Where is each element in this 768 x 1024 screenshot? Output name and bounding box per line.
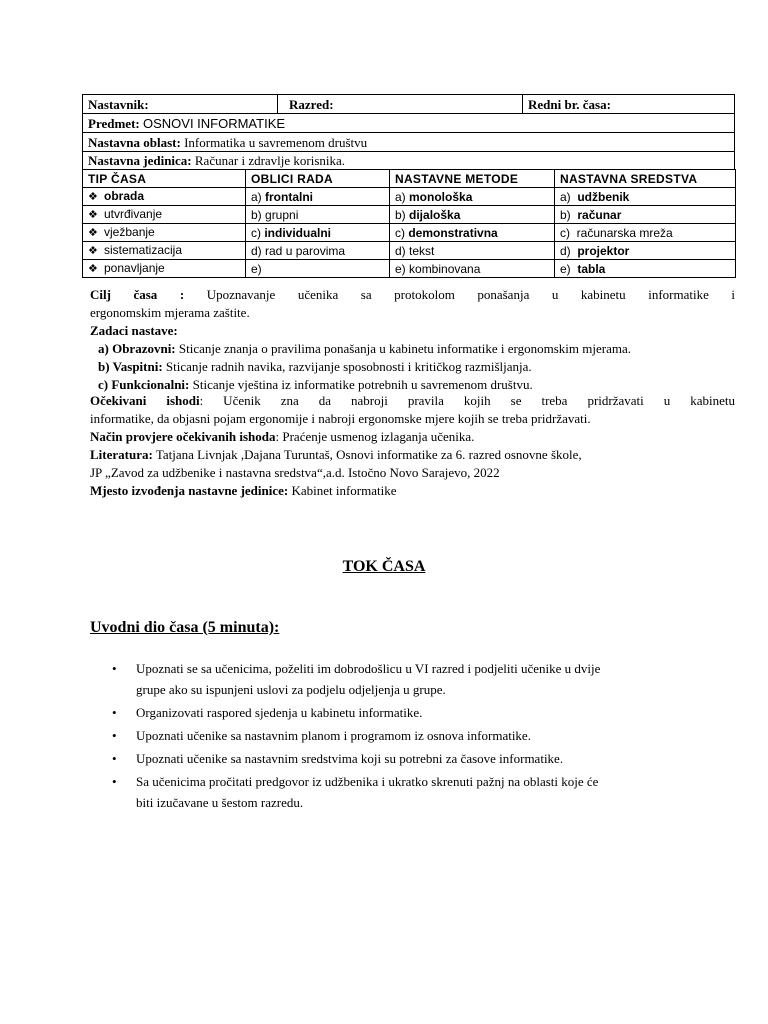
diamond-bullet-icon: ❖	[88, 209, 98, 221]
form-cell: e)	[246, 260, 390, 278]
teacher-label: Nastavnik:	[83, 95, 278, 113]
area-label: Nastavna oblast:	[88, 135, 181, 150]
expected-outcomes	[90, 392, 735, 428]
literature-text: Tatjana Livnjak ,Dajana Turuntaš, Osnovi informatike za 6. razred osnovne škole,	[155, 447, 582, 462]
header-row-area	[82, 132, 735, 152]
diamond-bullet-icon: ❖	[88, 245, 98, 257]
list-item: • Upoznati učenike sa nastavnim sredstvima koji su potrebni za časove informatike.	[112, 748, 712, 769]
outcome-check	[90, 428, 735, 446]
location-text: Kabinet informatike	[291, 483, 397, 498]
check-label: Način provjere očekivanih ishoda	[90, 429, 276, 444]
table-header-row	[83, 170, 736, 188]
intro-section-heading: Uvodni dio časa (5 minuta):	[90, 619, 280, 636]
task-c-label: c) Funkcionalni:	[98, 377, 190, 392]
method-cell: e) kombinovana	[390, 260, 555, 278]
table-row	[83, 260, 736, 278]
form-cell: a) frontalni	[246, 188, 390, 206]
type-cell: ❖ utvrđivanje	[83, 206, 246, 224]
method-cell: d) tekst	[390, 242, 555, 260]
lesson-goal	[90, 286, 735, 322]
goal-text-cont: ergonomskim mjerama zaštite.	[90, 305, 250, 320]
diamond-bullet-icon: ❖	[88, 227, 98, 239]
column-header-forms: OBLICI RADA	[246, 170, 390, 188]
diamond-bullet-icon: ❖	[88, 263, 98, 275]
list-item: • Organizovati raspored sjedenja u kabinetu informatike.	[112, 702, 712, 723]
grade-label: Razred:	[278, 95, 523, 113]
goal-label: Cilj časa :	[90, 287, 185, 302]
column-header-methods: NASTAVNE METODE	[390, 170, 555, 188]
resource-cell: c) računarska mreža	[555, 224, 736, 242]
subject-label: Predmet:	[88, 116, 140, 131]
task-a-label: a) Obrazovni:	[98, 341, 176, 356]
literature	[90, 446, 735, 482]
header-row-subject	[82, 113, 735, 133]
method-cell: c) demonstrativna	[390, 224, 555, 242]
list-item: • Sa učenicima pročitati predgovor iz udžbenika i ukratko skrenuti pažnj na oblasti koje će biti izučavane u šestom razredu.	[112, 771, 712, 813]
bullet-icon: •	[112, 728, 117, 743]
type-cell: ❖ obrada	[83, 188, 246, 206]
header-row-teacher	[82, 94, 735, 114]
outcomes-text-cont: informatike, da objasni pojam ergonomije i nabroji ergonomske mjere kojih se treba pridržavati.	[90, 411, 591, 426]
resource-cell: a) udžbenik	[555, 188, 736, 206]
location-label: Mjesto izvođenja nastavne jedinice:	[90, 483, 289, 498]
unit-label: Nastavna jedinica:	[88, 153, 192, 168]
lesson-number-label: Redni br. časa:	[528, 97, 611, 112]
bullet-icon: •	[112, 751, 117, 766]
literature-text-cont: JP „Zavod za udžbenike i nastavna sredstva“,a.d. Istočno Novo Sarajevo, 2022	[90, 465, 500, 480]
outcomes-label: Očekivani ishodi	[90, 393, 200, 408]
area-value: Informatika u savremenom društvu	[184, 135, 368, 150]
literature-label: Literatura:	[90, 447, 153, 462]
goal-text: Upoznavanje učenika sa protokolom ponašanja u kabinetu informatike i	[206, 287, 736, 302]
form-cell: b) grupni	[246, 206, 390, 224]
subject-value: OSNOVI INFORMATIKE	[142, 116, 286, 131]
lesson-tasks	[90, 322, 735, 394]
table-row	[83, 188, 736, 206]
list-item: • Upoznati učenike sa nastavnim planom i programom iz osnova informatike.	[112, 725, 712, 746]
resource-cell: e) tabla	[555, 260, 736, 278]
column-header-resources: NASTAVNA SREDSTVA	[555, 170, 736, 188]
table-row	[83, 224, 736, 242]
task-a-text: Sticanje znanja o pravilima ponašanja u kabinetu informatike i ergonomskim mjerama.	[178, 341, 631, 356]
resource-cell: d) projektor	[555, 242, 736, 260]
column-header-type: TIP ČASA	[83, 170, 246, 188]
task-b-label: b) Vaspitni:	[98, 359, 163, 374]
method-cell: a) monološka	[390, 188, 555, 206]
lesson-flow-heading: TOK ČASA	[342, 558, 426, 575]
bullet-icon: •	[112, 774, 117, 789]
header-row-unit	[82, 151, 735, 170]
diamond-bullet-icon: ❖	[88, 191, 98, 203]
bullet-icon: •	[112, 661, 117, 676]
table-row	[83, 242, 736, 260]
task-b-text: Sticanje radnih navika, razvijanje sposobnosti i kritičkog razmišljanja.	[165, 359, 532, 374]
intro-list	[112, 658, 712, 813]
form-cell: d) rad u parovima	[246, 242, 390, 260]
task-c-text: Sticanje vještina iz informatike potrebnih u savremenom društvu.	[192, 377, 533, 392]
outcomes-text: : Učenik zna da nabroji pravila kojih se treba pridržavati u kabinetu	[199, 393, 735, 408]
tasks-label: Zadaci nastave:	[90, 323, 178, 338]
type-cell: ❖ ponavljanje	[83, 260, 246, 278]
list-item: • Upoznati se sa učenicima, poželiti im dobrodošlicu u VI razred i podjeliti učenike u dvije grupe ako su ispunjeni uslovi za podjelu odjeljenja u grupe.	[112, 658, 712, 700]
unit-value: Računar i zdravlje korisnika.	[194, 153, 346, 168]
bullet-icon: •	[112, 705, 117, 720]
type-cell: ❖ sistematizacija	[83, 242, 246, 260]
form-cell: c) individualni	[246, 224, 390, 242]
resource-cell: b) računar	[555, 206, 736, 224]
method-cell: b) dijaloška	[390, 206, 555, 224]
lesson-location	[90, 482, 735, 500]
table-row	[83, 206, 736, 224]
check-text: : Praćenje usmenog izlaganja učenika.	[275, 429, 475, 444]
type-cell: ❖ vježbanje	[83, 224, 246, 242]
lesson-type-table	[82, 169, 736, 278]
